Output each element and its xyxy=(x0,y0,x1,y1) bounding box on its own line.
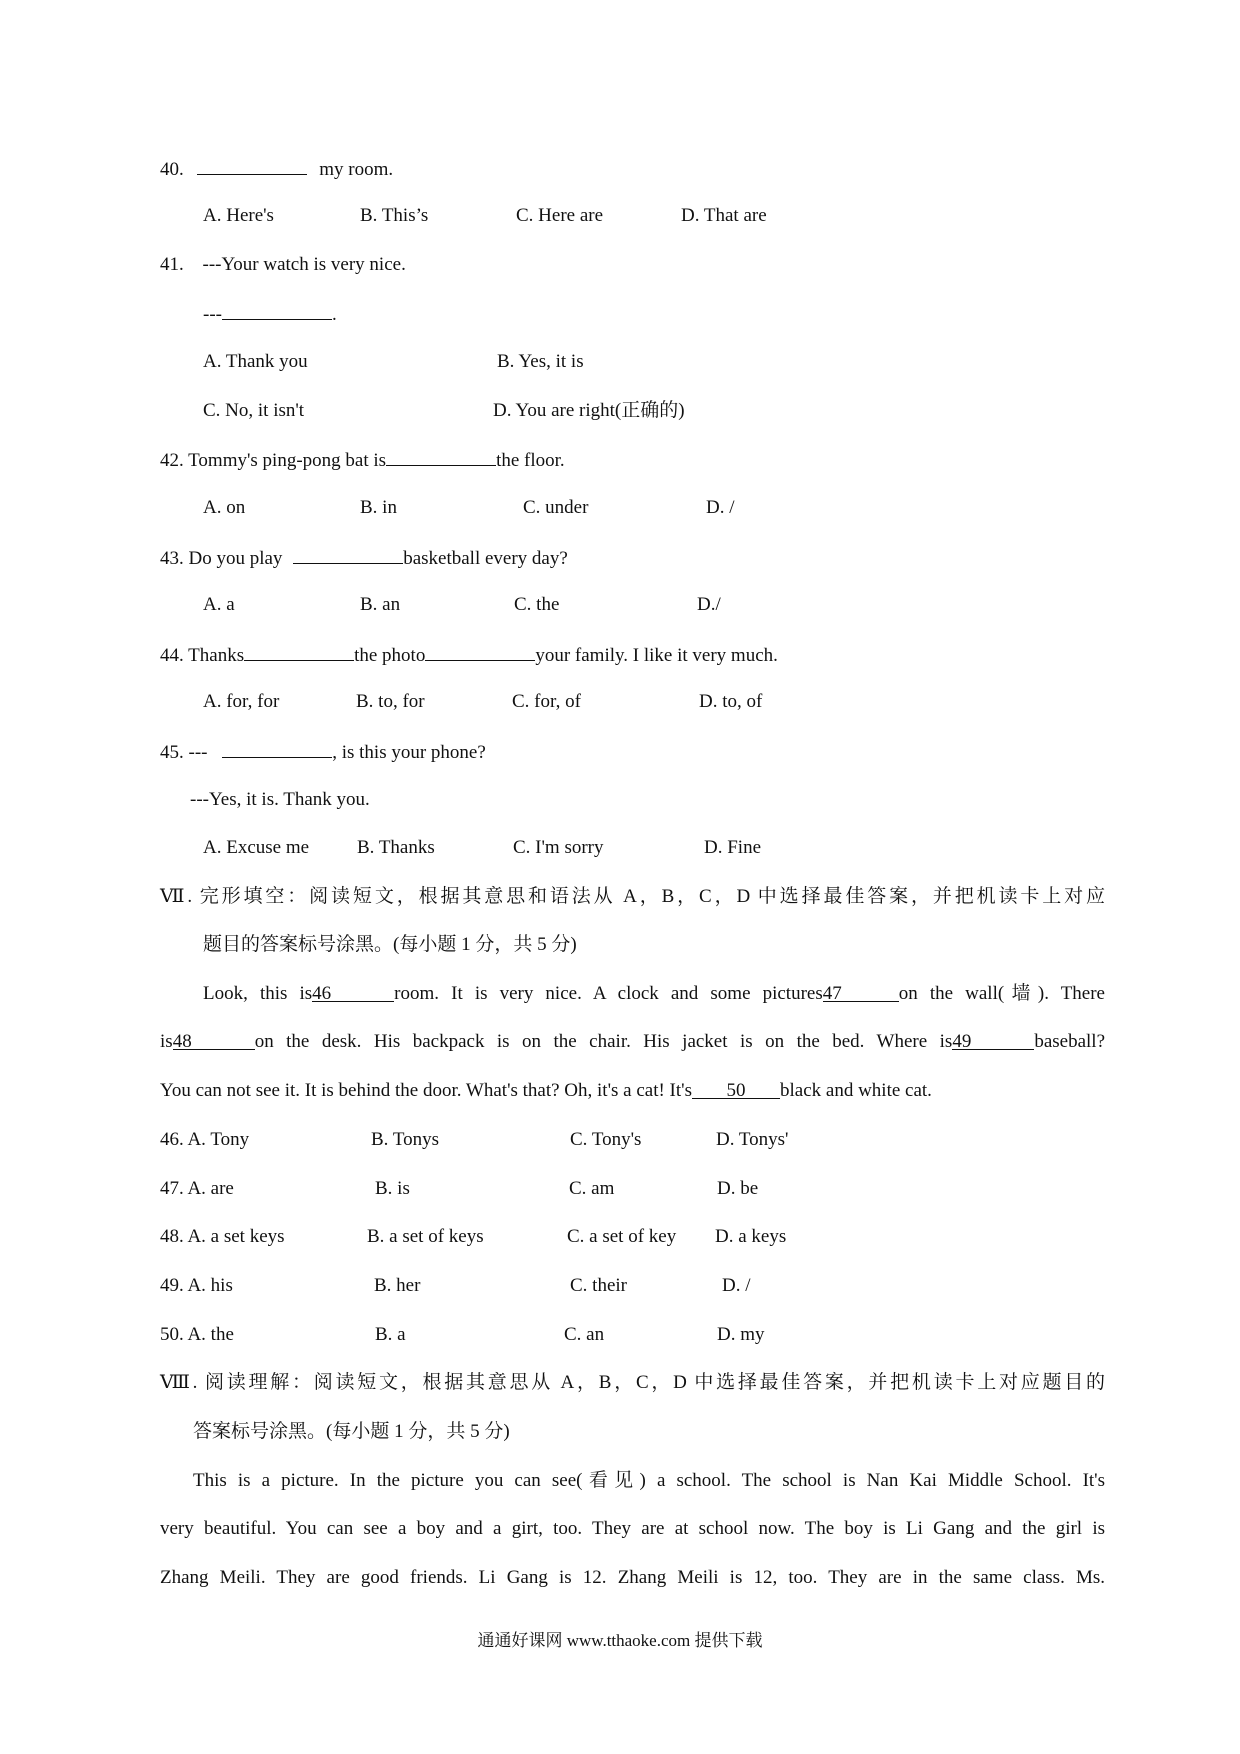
option-b: B. a xyxy=(375,1324,406,1345)
question-44-stem xyxy=(160,642,778,666)
stem-text: 44. Thanks xyxy=(160,645,245,666)
passage-text: You can not see it. It is behind the door. What's that? Oh, it's a cat! It's xyxy=(160,1080,692,1101)
option-d: D. to, of xyxy=(699,691,763,712)
cloze-blank-50: 50 xyxy=(692,1080,780,1099)
cloze-blank-48: 48 xyxy=(173,1031,255,1050)
cloze-line-2 xyxy=(160,1030,1105,1054)
answer-blank xyxy=(222,739,332,758)
cloze-line-1 xyxy=(203,982,1105,1006)
option-d: D. Tonys' xyxy=(716,1129,789,1150)
cloze-blank-46: 46 xyxy=(312,983,394,1002)
question-42-stem xyxy=(160,447,565,471)
option-a: 49. A. his xyxy=(160,1275,233,1296)
question-41-options-row1 xyxy=(160,350,1160,374)
question-43-options xyxy=(160,593,1160,617)
stem-text: basketball every day? xyxy=(403,548,568,569)
option-b: B. Tonys xyxy=(371,1129,440,1150)
question-41-options-row2 xyxy=(160,399,1160,423)
option-a: 46. A. Tony xyxy=(160,1129,250,1150)
option-c: C. the xyxy=(514,594,560,615)
option-d: D. / xyxy=(706,497,735,518)
option-c: C. Tony's xyxy=(570,1129,642,1150)
stem-text: 45. --- xyxy=(160,742,208,763)
question-41-stem xyxy=(160,253,406,277)
answer-blank xyxy=(386,447,496,466)
reading-line-3: Zhang Meili. They are good friends. Li Gang is 12. Zhang Meili is 12, too. They are in the same class. Ms. xyxy=(160,1567,1105,1588)
passage-text: Look, this is xyxy=(203,983,313,1004)
option-a: 47. A. are xyxy=(160,1178,234,1199)
option-b: B. to, for xyxy=(356,691,425,712)
option-d: D. be xyxy=(717,1178,759,1199)
stem-text: your family. I like it very much. xyxy=(535,645,778,666)
cloze-blank-49: 49 xyxy=(952,1031,1034,1050)
cloze-blank-47: 47 xyxy=(823,983,899,1002)
reply-prefix: --- xyxy=(203,304,222,325)
section-7-subtitle: 题目的答案标号涂黑。(每小题 1 分，共 5 分) xyxy=(203,934,577,955)
reading-line-1: This is a picture. In the picture you can see(看见) a school. The school is Nan Kai Middle School. It's xyxy=(193,1470,1105,1491)
question-45-reply: ---Yes, it is. Thank you. xyxy=(190,789,370,810)
passage-text: black and white cat. xyxy=(779,1080,932,1101)
question-40-stem xyxy=(160,156,393,180)
option-c: C. Here are xyxy=(516,205,604,226)
option-c: C. a set of key xyxy=(567,1226,677,1247)
passage-text: baseball? xyxy=(1034,1031,1105,1052)
option-c: C. am xyxy=(569,1178,615,1199)
option-c: C. No, it isn't xyxy=(203,400,305,421)
option-a: A. Here's xyxy=(203,205,274,226)
option-b: B. is xyxy=(375,1178,410,1199)
cloze-question-48 xyxy=(160,1225,1160,1249)
option-a: 48. A. a set keys xyxy=(160,1226,285,1247)
option-d: D. Fine xyxy=(704,837,761,858)
option-b: B. an xyxy=(360,594,401,615)
stem-text: the photo xyxy=(354,645,426,666)
stem-text: my room. xyxy=(319,159,394,180)
cloze-line-3 xyxy=(160,1079,932,1103)
stem-text: the floor. xyxy=(496,450,565,471)
answer-blank xyxy=(293,545,403,564)
option-a: A. Thank you xyxy=(203,351,308,372)
question-40-options xyxy=(160,204,1160,228)
cloze-question-50 xyxy=(160,1323,1160,1347)
page-footer: 通通好课网 www.tthaoke.com 提供下载 xyxy=(477,1631,763,1650)
option-c: C. under xyxy=(523,497,589,518)
passage-text: is xyxy=(160,1031,173,1052)
option-d: D. my xyxy=(717,1324,765,1345)
option-a: A. on xyxy=(203,497,246,518)
option-c: C. for, of xyxy=(512,691,581,712)
option-b: B. a set of keys xyxy=(367,1226,484,1247)
option-a: A. a xyxy=(203,594,235,615)
question-number: 41. xyxy=(160,254,184,275)
answer-blank xyxy=(244,642,354,661)
option-c: C. an xyxy=(564,1324,605,1345)
option-b: B. This’s xyxy=(360,205,429,226)
option-c: C. I'm sorry xyxy=(513,837,604,858)
question-42-options xyxy=(160,496,1160,520)
cloze-question-46 xyxy=(160,1128,1160,1152)
reading-line-2: very beautiful. You can see a boy and a girt, too. They are at school now. The boy is Li Gang and the girl is xyxy=(160,1518,1105,1539)
stem-text: 43. Do you play xyxy=(160,548,283,569)
option-b: B. her xyxy=(374,1275,421,1296)
question-45-stem xyxy=(160,739,486,763)
section-8-title: Ⅷ. 阅读理解：阅读短文，根据其意思从 A，B，C，D 中选择最佳答案，并把机读卡上对应题目的 xyxy=(160,1372,1105,1393)
option-d: D. a keys xyxy=(715,1226,787,1247)
option-a: A. Excuse me xyxy=(203,837,310,858)
option-b: B. Thanks xyxy=(357,837,435,858)
cloze-question-47 xyxy=(160,1177,1160,1201)
question-number: 40. xyxy=(160,159,184,180)
option-d: D. / xyxy=(722,1275,751,1296)
option-c: C. their xyxy=(570,1275,627,1296)
question-44-options xyxy=(160,690,1160,714)
option-a: A. for, for xyxy=(203,691,280,712)
option-d: D./ xyxy=(697,594,721,615)
reply-suffix: . xyxy=(331,304,337,325)
option-b: B. Yes, it is xyxy=(497,351,584,372)
question-41-reply xyxy=(203,301,337,325)
cloze-question-49 xyxy=(160,1274,1160,1298)
answer-blank xyxy=(425,642,535,661)
option-b: B. in xyxy=(360,497,397,518)
section-7-title: Ⅶ. 完形填空：阅读短文，根据其意思和语法从 A，B，C，D 中选择最佳答案，并把机读卡上对应 xyxy=(160,886,1105,907)
stem-text: ---Your watch is very nice. xyxy=(202,254,406,275)
question-45-options xyxy=(160,836,1160,860)
question-43-stem xyxy=(160,545,568,569)
answer-blank xyxy=(197,156,307,175)
section-8-subtitle: 答案标号涂黑。(每小题 1 分，共 5 分) xyxy=(193,1421,510,1442)
passage-text: on the wall(墙). There xyxy=(898,983,1105,1004)
option-d: D. That are xyxy=(681,205,767,226)
stem-text: , is this your phone? xyxy=(332,742,486,763)
passage-text: room. It is very nice. A clock and some pictures xyxy=(394,983,823,1004)
passage-text: on the desk. His backpack is on the chair. His jacket is on the bed. Where is xyxy=(254,1031,953,1052)
option-a: 50. A. the xyxy=(160,1324,234,1345)
stem-text: 42. Tommy's ping-pong bat is xyxy=(160,450,387,471)
answer-blank xyxy=(222,301,332,320)
option-d: D. You are right(正确的) xyxy=(493,400,685,421)
